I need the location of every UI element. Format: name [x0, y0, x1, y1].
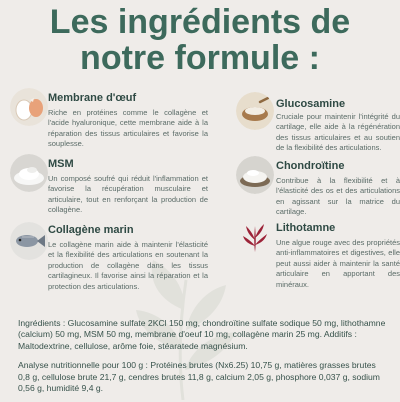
title-line-1: Les ingrédients de [49, 3, 351, 41]
bowl-icon [236, 92, 274, 130]
ingredient-description: Cruciale pour maintenir l'intégrité du cartilage, elle aide à la régénération des tissus articulaires et au soutien de la flexibilité des articulations. [276, 112, 400, 153]
ingredient-name: Glucosamine [276, 98, 346, 110]
nutrition-analysis: Analyse nutritionnelle pour 100 g : Protéines brutes (Nx6.25) 10,75 g, matières grasses brutes 0,8 g, cellulose brute 21,7 g, cendres brutes 11,8 g, calcium 2,05 g, phosphore 0,037 g, sodium 0,56 g, humidité 9,4 g. [18, 360, 380, 394]
seaweed-icon [236, 218, 274, 256]
powder-icon [10, 154, 48, 192]
composition-footer [18, 318, 388, 402]
title-line-2: notre formule : [80, 39, 320, 77]
page-title [0, 4, 400, 76]
egg-icon [10, 88, 48, 126]
ingredient-name: MSM [48, 158, 74, 170]
powder-icon [236, 156, 274, 194]
fish-icon [10, 222, 48, 260]
ingredient-description: Contribue à la flexibilité et à l'élasticité des os et des articulations en agissant sur la matrice du cartilage. [276, 176, 400, 217]
ingredient-name: Collagène marin [48, 224, 134, 236]
ingredient-description: Une algue rouge avec des propriétés anti-inflammatoires et digestives, elle peut aussi aider à maintenir la santé articulaire en apportant des minéraux. [276, 238, 400, 289]
ingredient-description: Riche en protéines comme le collagène et l'acide hyaluronique, cette membrane aide à la réparation des tissus articulaires et favorise la souplesse. [48, 108, 208, 149]
ingredient-name: Membrane d'œuf [48, 92, 137, 104]
ingredient-name: Lithotamne [276, 222, 336, 234]
ingredient-description: Le collagène marin aide à maintenir l'élasticité et la flexibilité des articulations en soutenant la production de collagène dans les tissus cartilagineux. Il favorise ainsi la réparation et la protection des articulations. [48, 240, 208, 291]
ingredient-name: Chondroïtine [276, 160, 345, 172]
ingredient-description: Un composé soufré qui réduit l'inflammation et favorise la récupération musculaire et articulaire, tout en renforçant la production de collagène. [48, 174, 208, 215]
ingredients-list: Ingrédients : Glucosamine sulfate 2KCl 150 mg, chondroïtine sulfate sodique 50 mg, lithothamne (calcium) 50 mg, MSM 50 mg, membrane d'oeuf 10 mg, collagène marin 25 mg. Additifs : Maltodextrine, cellulose, arôme foie, stéaratede magnésium. [18, 318, 386, 351]
